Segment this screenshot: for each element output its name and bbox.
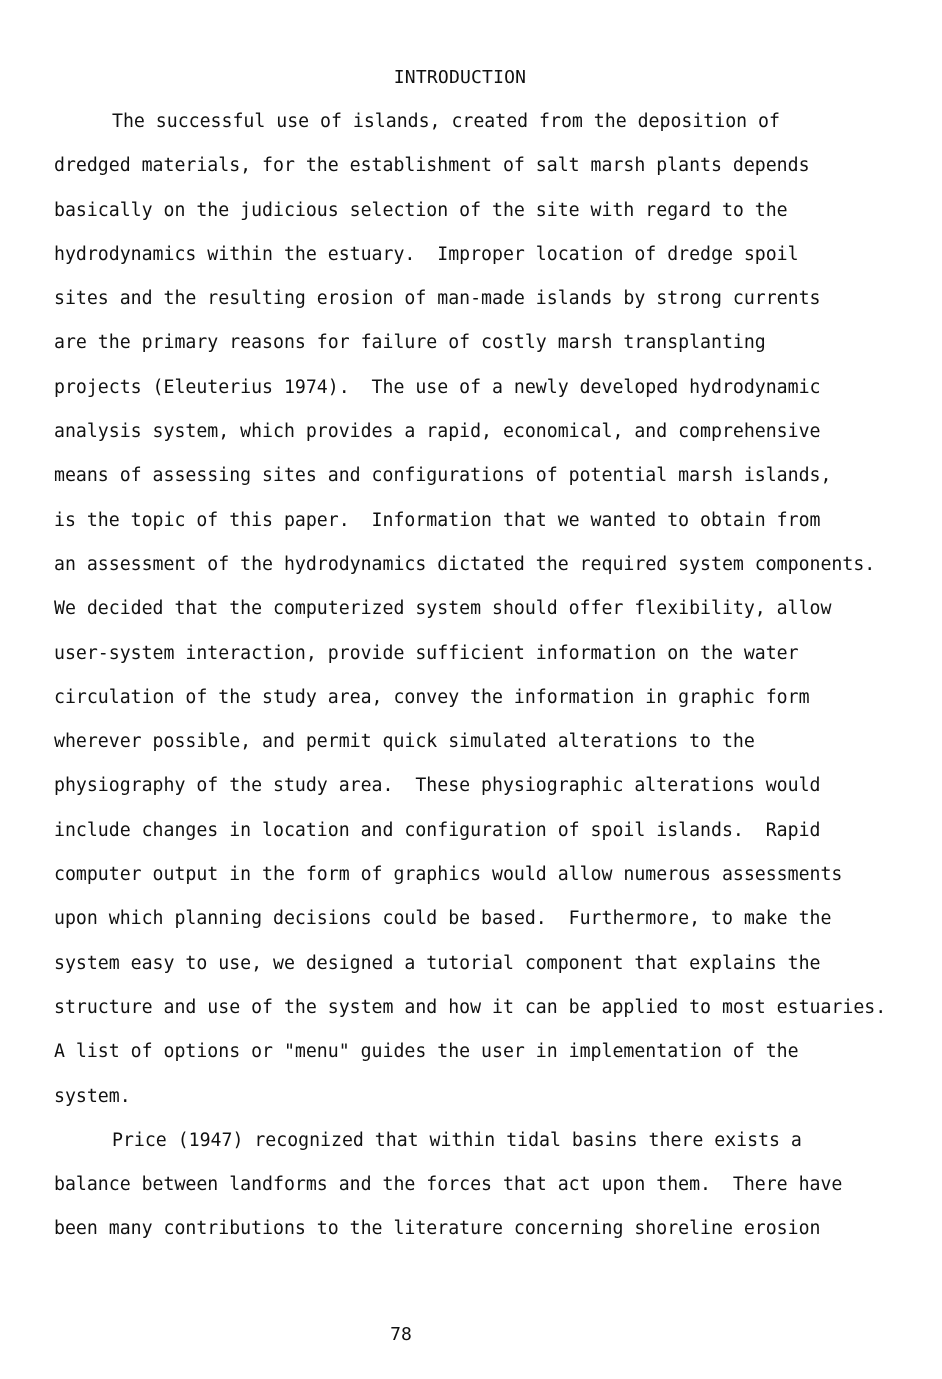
text-line: analysis system, which provides a rapid, economical, and comprehensive (54, 421, 821, 443)
text-line: basically on the judicious selection of the site with regard to the (54, 199, 788, 221)
text-line: system. (54, 1085, 131, 1107)
text-line: dredged materials, for the establishment of salt marsh plants depends (54, 155, 810, 177)
text-line: include changes in location and configuration of spoil islands. Rapid (54, 819, 821, 841)
text-line: We decided that the computerized system should offer flexibility, allow (54, 598, 832, 620)
text-line: A list of options or "menu" guides the user in implementation of the (54, 1041, 799, 1063)
text-line: hydrodynamics within the estuary. Improper location of dredge spoil (54, 243, 799, 265)
text-line: physiography of the study area. These physiographic alterations would (54, 775, 821, 797)
text-line: upon which planning decisions could be based. Furthermore, to make the (54, 908, 832, 930)
text-line: sites and the resulting erosion of man-made islands by strong currents (54, 288, 821, 310)
text-line: means of assessing sites and configurations of potential marsh islands, (54, 465, 832, 487)
text-line: are the primary reasons for failure of costly marsh transplanting (54, 332, 766, 354)
text-line: computer output in the form of graphics would allow numerous assessments (54, 864, 843, 886)
text-line: wherever possible, and permit quick simulated alterations to the (54, 731, 755, 753)
text-line: an assessment of the hydrodynamics dictated the required system components. (54, 553, 876, 575)
text-line: structure and use of the system and how it can be applied to most estuaries. (54, 996, 887, 1018)
body-text (54, 110, 934, 1262)
text-line: is the topic of this paper. Information that we wanted to obtain from (54, 509, 821, 531)
text-line: The successful use of islands, created from the deposition of (112, 111, 780, 132)
text-line: system easy to use, we designed a tutorial component that explains the (54, 952, 821, 974)
text-line: Price (1947) recognized that within tidal basins there exists a (112, 1129, 802, 1151)
section-heading: INTRODUCTION (393, 67, 527, 88)
page-number: 78 (390, 1324, 412, 1345)
text-line: balance between landforms and the forces that act upon them. There have (54, 1174, 843, 1196)
text-line: projects (Eleuterius 1974). The use of a newly developed hydrodynamic (54, 376, 821, 398)
text-line: circulation of the study area, convey the information in graphic form (54, 686, 810, 708)
text-line: user-system interaction, provide sufficient information on the water (54, 642, 799, 664)
text-line: been many contributions to the literature concerning shoreline erosion (54, 1218, 821, 1240)
